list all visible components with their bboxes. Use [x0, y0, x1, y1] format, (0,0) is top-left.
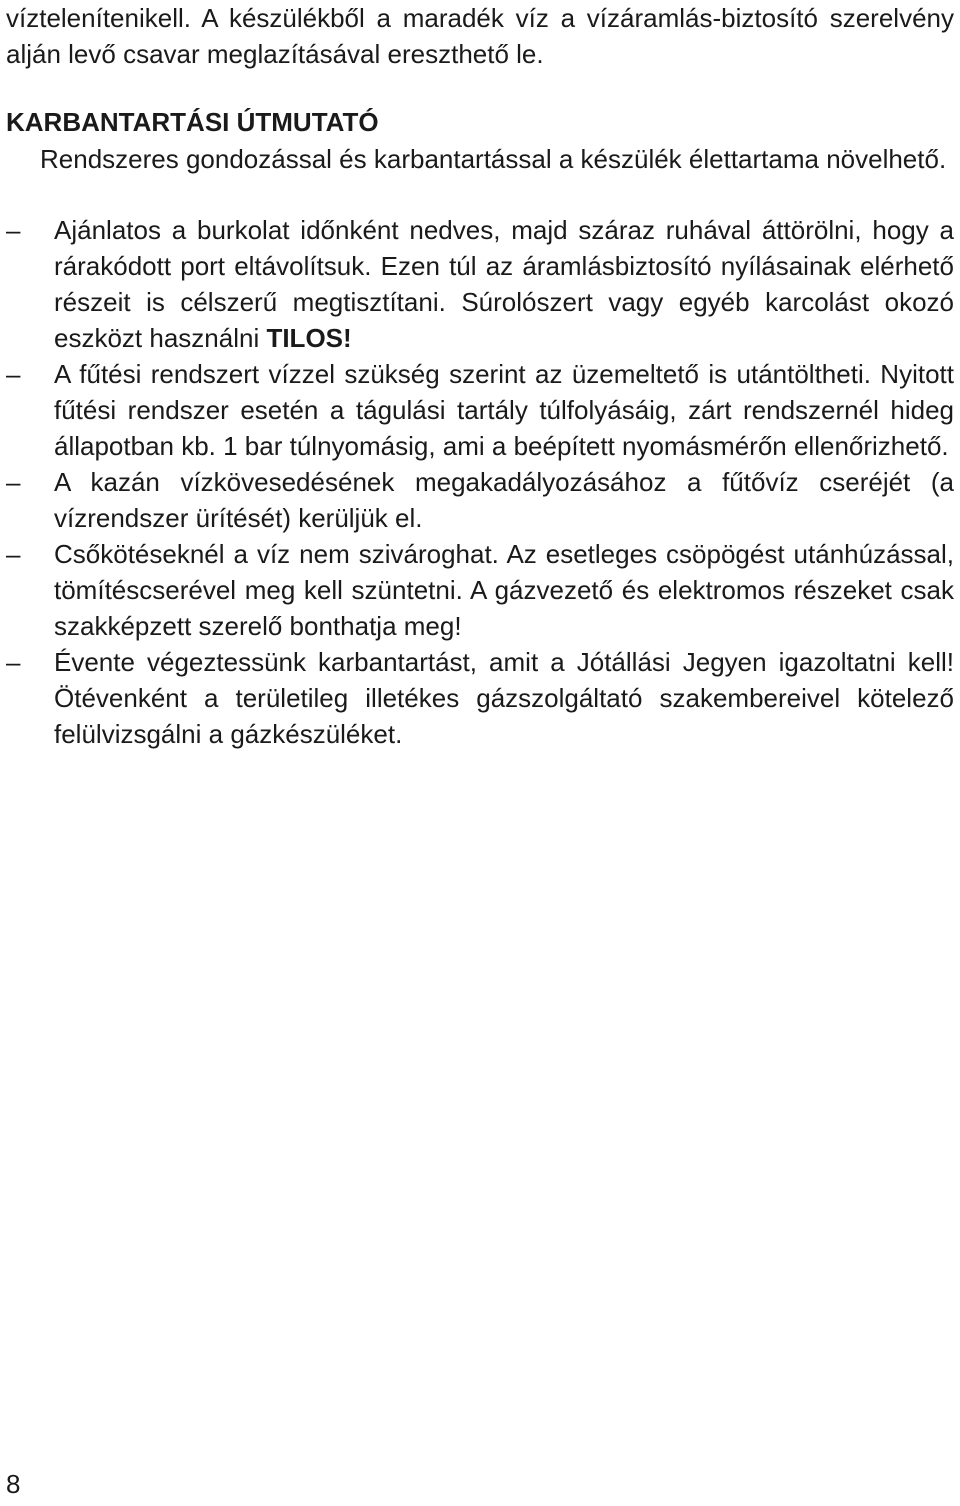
maintenance-list: [6, 212, 954, 752]
list-item-text: Évente végeztessünk karbantartást, amit a Jótállási Jegyen igazoltatni kell! Ötévenként a területileg illetékes gázszolgáltató szakembereivel kötelező felülvizsgálni a gázkészüléket.: [54, 647, 954, 749]
list-item-text: Csőkötéseknél a víz nem szivároghat. Az esetleges csöpögést utánhúzással, tömítéscserével meg kell szüntetni. A gázvezető és elektromos részeket csak szakképzett szerelő bonthatja meg!: [54, 539, 954, 641]
list-item: [6, 356, 954, 464]
section-heading: KARBANTARTÁSI ÚTMUTATÓ: [6, 107, 379, 137]
warning-emphasis: TILOS!: [266, 323, 352, 353]
list-item-text: A kazán vízkövesedésének megakadályozásához a fűtővíz cseréjét (a vízrendszer ürítését) kerüljük el.: [54, 467, 954, 533]
dash-bullet: –: [6, 647, 21, 677]
list-item-text: A fűtési rendszert vízzel szükség szerint az üzemeltető is utántöltheti. Nyitott fűtési rendszer esetén a tágulási tartály túlfolyásáig, zárt rendszernél hideg állapotban kb. 1 bar túlnyomásig, ami a beépített nyomásmérőn ellenőrizhető.: [54, 359, 954, 461]
page-number: 8: [6, 1469, 21, 1499]
dash-bullet: –: [6, 215, 21, 245]
intro-paragraph: víztelenítenikell. A készülékből a maradék víz a vízáramlás-biztosító szerelvény alján levő csavar meglazításával ereszthető le.: [6, 3, 954, 69]
list-item: [6, 212, 954, 356]
list-item: [6, 464, 954, 536]
dash-bullet: –: [6, 539, 21, 569]
dash-bullet: –: [6, 467, 21, 497]
list-item: [6, 644, 954, 752]
list-item-text: Ajánlatos a burkolat időnként nedves, majd száraz ruhával áttörölni, hogy a rárakódott port eltávolítsuk. Ezen túl az áramlásbiztosító nyílásainak elérhető részeit is célszerű megtisztítani. Súrolószert vagy egyéb karcolást okozó eszközt használni: [54, 215, 954, 353]
list-item: [6, 536, 954, 644]
section-intro-paragraph: Rendszeres gondozással és karbantartással a készülék élettartama növelhető.: [40, 144, 947, 174]
dash-bullet: –: [6, 359, 21, 389]
